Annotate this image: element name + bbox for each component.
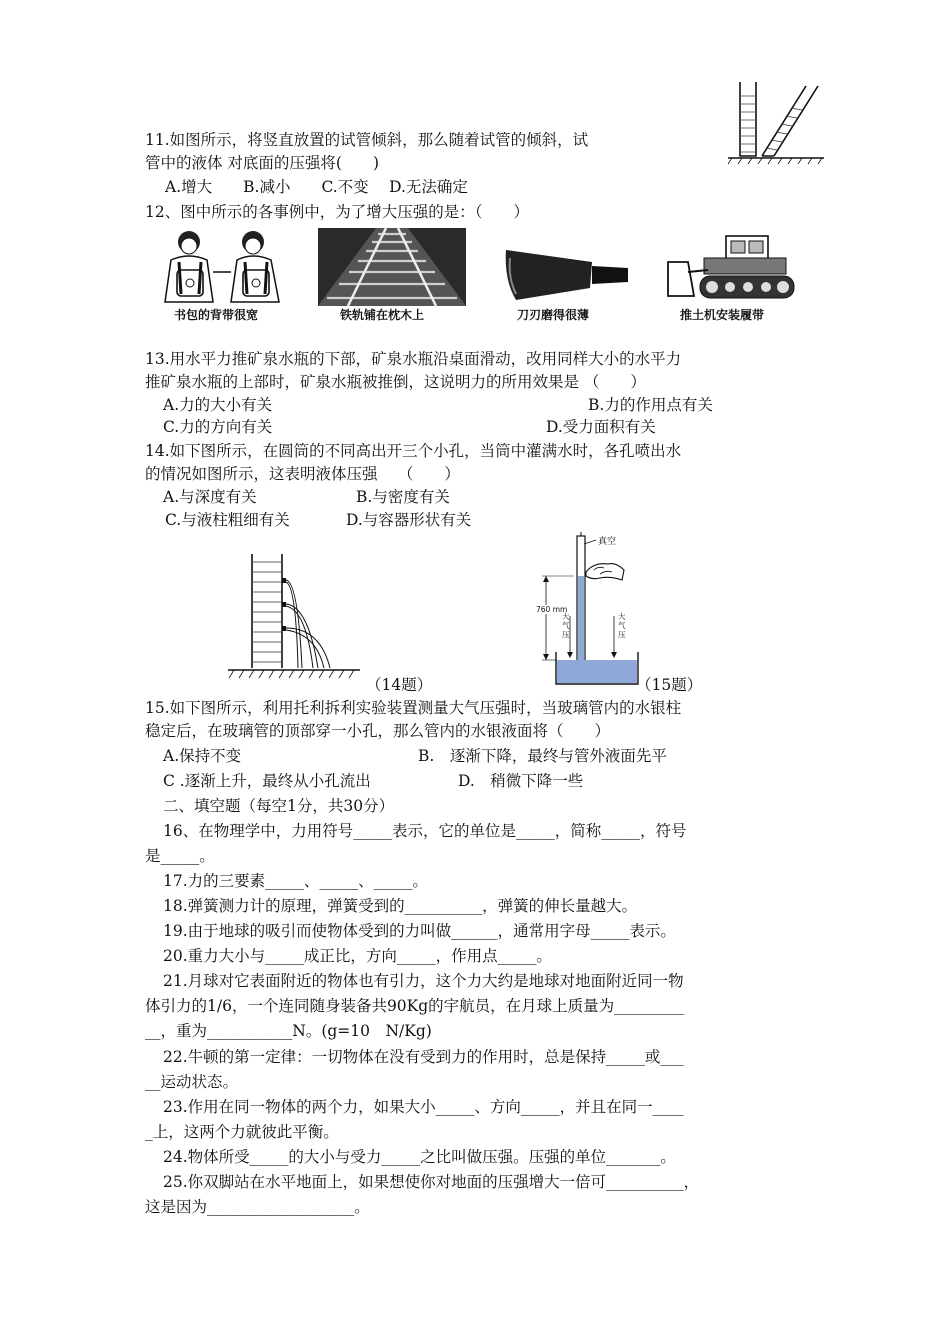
- q15-line1: 15.如下图所示，利用托利拆利实验装置测量大气压强时，当玻璃管内的水银柱: [145, 699, 682, 717]
- water-jet-cylinder-figure: [224, 550, 364, 682]
- q23-line2[interactable]: _上，这两个力就彼此平衡。: [145, 1123, 339, 1141]
- q14-line2: 的情况如图所示，这表明液体压强 （ ）: [145, 465, 460, 483]
- q11-options[interactable]: A.增大 B.减小 C.不变 D.无法确定: [165, 178, 468, 196]
- caption-bulldozer: 推土机安装履带: [680, 308, 765, 322]
- q14-line1: 14.如下图所示，在圆筒的不同高出开三个小孔，当筒中灌满水时，各孔喷出水: [145, 442, 682, 460]
- label-vacuum: 真空: [598, 537, 617, 547]
- q19[interactable]: 19.由于地球的吸引而使物体受到的力叫做______，通常用字母_____表示。: [163, 922, 676, 940]
- label-atm-right: 大气压: [618, 612, 626, 639]
- q14-option-c[interactable]: C.与液柱粗细有关: [165, 511, 290, 529]
- q16-line1[interactable]: 16、在物理学中，力用符号_____表示，它的单位是_____，简称_____，符号: [163, 822, 687, 840]
- q15-line2: 稳定后，在玻璃管的顶部穿一小孔，那么管内的水银液面将（ ）: [145, 722, 611, 740]
- caption-knife: 刀刃磨得很薄: [517, 308, 590, 322]
- q21-line3[interactable]: __，重为___________N。(g=10 N/Kg): [145, 1022, 432, 1040]
- bulldozer-image[interactable]: [664, 232, 804, 304]
- q14-option-b[interactable]: B.与密度有关: [356, 488, 450, 506]
- q22-line1[interactable]: 22.牛顿的第一定律：一切物体在没有受到力的作用时，总是保持_____或___: [163, 1048, 684, 1066]
- schoolbag-image[interactable]: [155, 228, 295, 304]
- q15-figure-caption: （15题）: [636, 676, 703, 694]
- q14-option-d[interactable]: D.与容器形状有关: [346, 511, 472, 529]
- q21-line2[interactable]: 体引力的1/6，一个连同随身装备共90Kg的宇航员，在月球上质量为_________: [145, 997, 684, 1015]
- knife-image[interactable]: [500, 244, 630, 302]
- q14-figure-caption: （14题）: [366, 676, 433, 694]
- q13-line1: 13.用水平力推矿泉水瓶的下部，矿泉水瓶沿桌面滑动，改用同样大小的水平力: [145, 350, 682, 368]
- q11-line1: 11.如图所示，将竖直放置的试管倾斜，那么随着试管的倾斜，试: [145, 131, 589, 149]
- label-760mm: 760 mm: [536, 605, 568, 614]
- test-tube-figure: [726, 78, 826, 166]
- q14-option-a[interactable]: A.与深度有关: [163, 488, 257, 506]
- q24[interactable]: 24.物体所受_____的大小与受力_____之比叫做压强。压强的单位_______。: [163, 1148, 676, 1166]
- q20[interactable]: 20.重力大小与_____成正比，方向_____，作用点_____。: [163, 947, 552, 965]
- q21-line1: 21.月球对它表面附近的物体也有引力，这个力大约是地球对地面附近同一物: [163, 972, 684, 990]
- q23-line1[interactable]: 23.作用在同一物体的两个力，如果大小_____、方向_____，并且在同一____: [163, 1098, 684, 1116]
- caption-railway: 铁轨铺在枕木上: [340, 308, 425, 322]
- label-atm-left: 大气压: [562, 612, 570, 639]
- q15-option-c[interactable]: C .逐渐上升，最终从小孔流出: [163, 772, 371, 790]
- q13-option-c[interactable]: C.力的方向有关: [163, 418, 273, 436]
- q17[interactable]: 17.力的三要素_____、_____、_____。: [163, 872, 428, 890]
- section-two-title: 二、填空题（每空1分，共30分）: [163, 797, 395, 815]
- q13-line2: 推矿泉水瓶的上部时，矿泉水瓶被推倒，这说明力的所用效果是 （ ）: [145, 373, 646, 391]
- q16-line2[interactable]: 是_____。: [145, 847, 215, 865]
- q15-option-d[interactable]: D. 稍微下降一些: [458, 772, 584, 790]
- q18[interactable]: 18.弹簧测力计的原理，弹簧受到的__________，弹簧的伸长量越大。: [163, 897, 638, 915]
- q13-option-b[interactable]: B.力的作用点有关: [588, 396, 713, 414]
- q13-option-d[interactable]: D.受力面积有关: [546, 418, 656, 436]
- q25-line2[interactable]: 这是因为___________________。: [145, 1198, 370, 1216]
- q15-option-b[interactable]: B. 逐渐下降，最终与管外液面先平: [418, 747, 667, 765]
- railway-image[interactable]: [318, 228, 466, 306]
- q25-line1[interactable]: 25.你双脚站在水平地面上，如果想使你对地面的压强增大一倍可__________，: [163, 1173, 700, 1191]
- q13-option-a[interactable]: A.力的大小有关: [163, 396, 273, 414]
- q15-option-a[interactable]: A.保持不变: [163, 747, 242, 765]
- q22-line2[interactable]: __运动状态。: [145, 1073, 239, 1091]
- torricelli-figure: [534, 532, 654, 692]
- q11-line2: 管中的液体 对底面的压强将( ): [145, 154, 380, 172]
- caption-schoolbag: 书包的背带很宽: [174, 308, 259, 322]
- q12-line1: 12、图中所示的各事例中，为了增大压强的是：（ ）: [145, 203, 529, 221]
